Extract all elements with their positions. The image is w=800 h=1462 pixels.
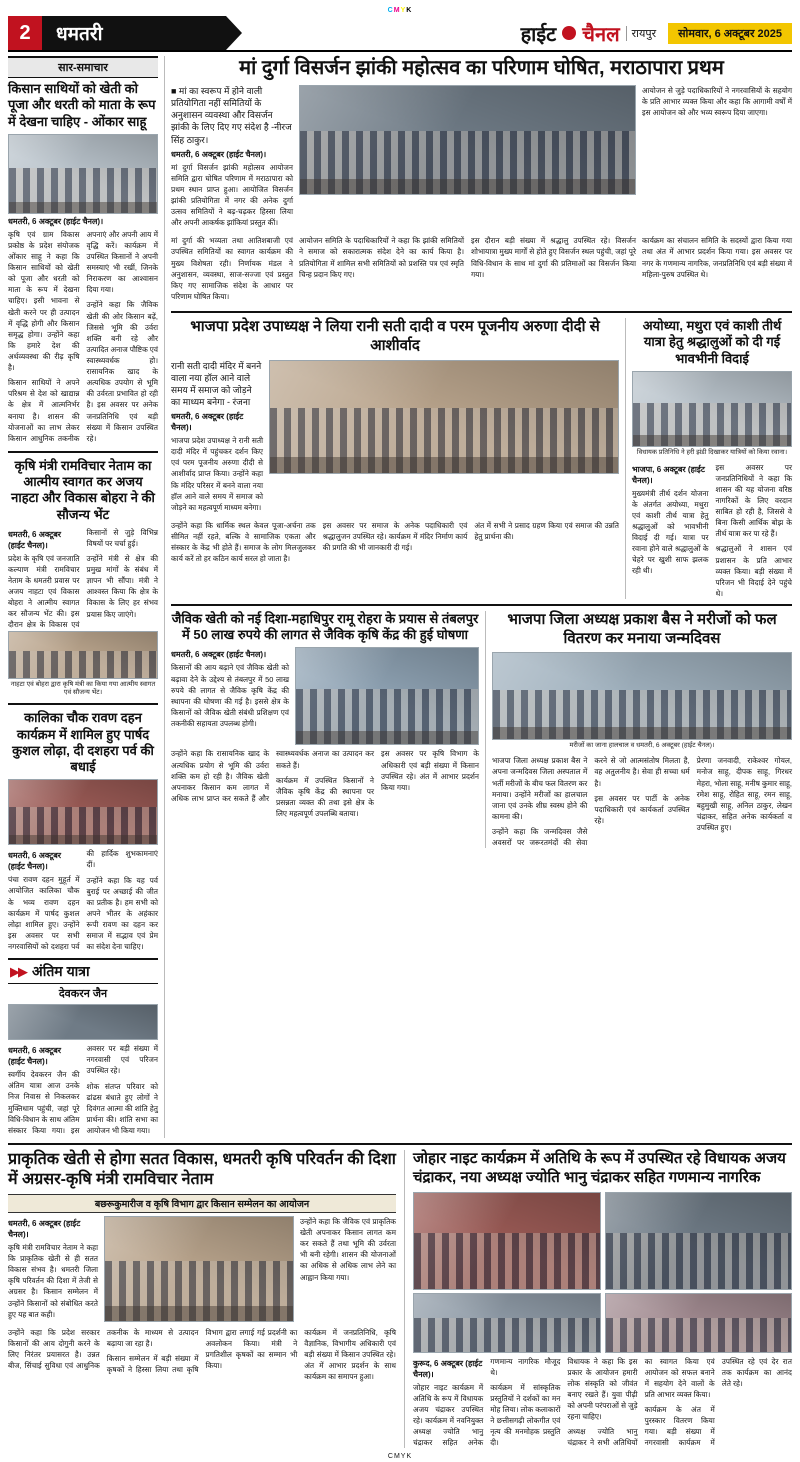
paragraph: कार्यक्रम के अंत में पुरस्कार वितरण किया गया। बड़ी संख्या में नगरवासी कार्यक्रम में उपस्थित रहे एवं देर रात तक कार्यक्रम का आनंद लेते रहे। (644, 1356, 792, 1448)
photo-floor (296, 731, 478, 744)
divider (8, 1143, 792, 1145)
third-row (171, 611, 792, 848)
bjp-phal-body (492, 755, 792, 848)
brand-dot-icon (562, 26, 576, 40)
photo-johar-group (413, 1293, 601, 1353)
story-jaivik (171, 611, 479, 848)
cmyk-marker-top (8, 4, 792, 16)
headline-bjp-rani: भाजपा प्रदेश उपाध्यक्ष ने लिया रानी सती दादी व परम पूजनीय अरुणा दीदी से आशीर्वाद (190, 318, 600, 354)
cmyk-k: K (406, 6, 413, 14)
left-column (8, 56, 158, 1138)
lead-right-col (642, 85, 792, 232)
photo-tirth-yatra-bus (632, 371, 792, 447)
photo-figures (414, 1233, 600, 1289)
prakritik-top (8, 1216, 396, 1324)
paragraph: उन्होंने कहा कि रासायनिक खाद के अत्यधिक प्रयोग से भूमि की उर्वरा शक्ति कम हो रही है। जैविक खेती अपनाकर किसान कम लागत में अधिक लाभ प्राप्त कर सकते हैं और स्वास्थ्यवर्धक अनाज का उत्पादन कर सकते हैं। (171, 749, 374, 803)
photo-johar-guests (605, 1192, 793, 1290)
story-4-body (8, 1043, 158, 1138)
cmyk-c: C (387, 1452, 394, 1460)
photo-kisan-sammelan (8, 134, 158, 214)
page-grid (8, 56, 792, 1138)
paragraph: उन्होंने कहा कि प्रदेश सरकार किसानों की आय दोगुनी करने के लिए निरंतर प्रयासरत है। उन्नत बीज, सिंचाई सुविधा एवं आधुनिक तकनीक के माध्यम से उत्पादन बढ़ाया जा रहा है। (8, 1327, 199, 1371)
story-prakritik (8, 1150, 396, 1448)
page-number: 2 (8, 16, 42, 50)
prakritik-body (8, 1327, 396, 1383)
photo-jaivik-krishi-event (295, 647, 479, 745)
paragraph: कार्यक्रम में जनप्रतिनिधि, कृषि वैज्ञानिक, विभागीय अधिकारी एवं बड़ी संख्या में किसान उपस्थित रहे। अंत में आभार प्रदर्शन के साथ कार्यक्रम का समापन हुआ। (304, 1327, 396, 1382)
divider (171, 604, 792, 606)
jaivik-text-col (171, 647, 289, 745)
lead-story-top (171, 85, 792, 232)
paragraph-names: प्रेरणा जनवादी, राकेश्वर गोयल, मनोज साहू, दीपक साहू, गिरधर मेहरा, भोला साहू, मनीष कुमार साहू, रमेश साहू, रोहित साहू, रमन साहू, बहुमुखी साहू, अनिल ठाकुर, लेखन चंद्राकर, सहित अनेक कार्यकर्ता व उपस्थित हुए। (696, 756, 792, 833)
subhead-prakritik: बछरूकुमारीज व कृषि विभाग द्वार किसान सम्मेलन का आयोजन (8, 1194, 396, 1213)
story-ayodhya (625, 318, 792, 599)
headline-ayodhya: अयोध्या, मथुरा एवं काशी तीर्थ यात्रा हेतु श्रद्धालुओं को दी गई भावभीनी विदाई (642, 318, 782, 366)
paragraph: उन्होंने मंत्री से क्षेत्र की प्रमुख मांगों के संबंध में ज्ञापन भी सौंपा। मंत्री ने आश्वस्त किया कि क्षेत्र के विकास के लिए हर संभव प्रयास किए जाएंगे। (86, 554, 158, 619)
kicker-lead-story: ■ मां का स्वरूप में होने वाली प्रतियोगिता नहीं समितियों के अनुशासन व्यवस्था और विसर्जन झांकी के लिए दिए गए संदेश है -नीरज सिंह ठाकुर। (171, 86, 292, 145)
double-chevron-icon: ▶▶ (10, 963, 26, 979)
headline-bjp-phal: भाजपा जिला अध्यक्ष प्रकाश बैस ने मरीजों को फल वितरण कर मनाया जन्मदिवस (507, 610, 777, 647)
photo-floor (105, 1306, 293, 1321)
lead-col-b (299, 235, 636, 306)
paragraph: स्वर्गीय देवकरन जैन की अंतिम यात्रा आज उनके निज निवास से निकलकर मुक्तिधाम पहुंची, जहां पूरे विधि-विधान के साथ अंतिम संस्कार किया गया। इस अवसर पर बड़ी संख्या में नगरवासी एवं परिजन उपस्थित रहे। (8, 1044, 158, 1135)
headline-story-3: कालिका चौक रावण दहन कार्यक्रम में शामिल हुए पार्षद कुशल लोढ़ा, दी दशहरा पर्व की बधाई (12, 710, 154, 775)
headline-johar: जोहार नाइट कार्यक्रम में अतिथि के रूप में उपस्थित रहे विधायक अजय चंद्राकर, नया अध्यक्ष ज्योति भानु चंद्राकर सहित गणमान्य नागरिक (413, 1150, 786, 1186)
photo-rani-sati-mandir (269, 360, 619, 474)
lead-col-a (171, 235, 293, 306)
main-column (164, 56, 792, 1138)
photo-floor (270, 457, 618, 473)
lead-kicker-col (171, 85, 293, 232)
byline-story-4: धमतरी, 6 अक्टूबर (हाईट चैनल)। (8, 1046, 62, 1067)
paragraph: किसान सम्मेलन में बड़ी संख्या में कृषकों ने हिस्सा लिया तथा कृषि विभाग द्वारा लगाई गई प्रदर्शनी का अवलोकन किया। मंत्री ने प्रगतिशील कृषकों का सम्मान भी किया। (106, 1327, 298, 1375)
headline-story-2: कृषि मंत्री रामविचार नेताम का आत्मीय स्वागत कर अजय नाहटा और विकास बोहरा ने की सौजन्य भेंट (11, 457, 155, 522)
paragraph: किसान साथियों ने अपने परिश्रम से देश को खाद्यान्न के क्षेत्र में आत्मनिर्भर बनाया है। शासन की योजनाओं का लाभ लेकर किसान आधुनिक तकनीक अपनाएं और अपनी आय में वृद्धि करें। कार्यक्रम में उपस्थित किसानों ने अपनी समस्याएं भी रखीं, जिनके निराकरण का आश्वासन दिया गया। (8, 229, 158, 443)
photo-figures (9, 651, 157, 678)
paragraph: उन्होंने कहा कि यह पर्व बुराई पर अच्छाई की जीत का प्रतीक है। हम सभी को अपने भीतर के अहंकार रूपी रावण का दहन कर समाज में सद्भाव एवं प्रेम का संदेश देना चाहिए। (86, 875, 158, 952)
photo-floor (633, 435, 791, 445)
byline-prakritik: धमतरी, 6 अक्टूबर (हाईट चैनल)। (8, 1219, 81, 1240)
cmyk-m: M (393, 1452, 401, 1460)
paragraph: इस अवसर पर समाज के अनेक पदाधिकारी एवं श्रद्धालुजन उपस्थित रहे। कार्यक्रम में मंदिर निर्माण कार्य की प्रगति की भी जानकारी दी गई। (322, 520, 468, 553)
photo-floor (493, 727, 791, 739)
johar-body (413, 1356, 792, 1449)
paragraph: शोक संतप्त परिवार को ढांढस बंधाते हुए लोगों ने दिवंगत आत्मा की शांति हेतु प्रार्थना की। शांति सभा का आयोजन भी किया गया। (86, 1081, 158, 1136)
story-bjp-rani (171, 318, 619, 599)
photo-johar-audience (605, 1293, 793, 1353)
paragraph: मुख्यमंत्री तीर्थ दर्शन योजना के अंतर्गत अयोध्या, मथुरा एवं काशी तीर्थ यात्रा हेतु श्रद्धालुओं को भावभीनी विदाई दी गई। यात्रा पर रवाना होने वाले श्रद्धालुओं के चेहरे पर खुशी साफ झलक रही थी। (632, 488, 709, 576)
paragraph: कृषि मंत्री रामविचार नेताम ने कहा कि प्राकृतिक खेती से ही सतत विकास संभव है। धमतरी जिला कृषि परिवर्तन की दिशा में तेजी से अग्रसर है। किसान सम्मेलन में उन्होंने किसानों को संबोधित करते हुए यह बात कही। (8, 1243, 98, 1319)
photo-krishi-mantri-welcome (8, 631, 158, 679)
ayodhya-body (632, 462, 792, 599)
antim-yatra-title: अंतिम यात्रा (32, 963, 90, 980)
paragraph: आयोजन समिति के पदाधिकारियों ने कहा कि झांकी समितियों ने समाज को सकारात्मक संदेश देने का कार्य किया है। प्रतियोगिता में शामिल सभी समितियों को प्रशस्ति पत्र एवं स्मृति चिन्ह प्रदान किए गए। (299, 236, 464, 279)
masthead-spacer (226, 16, 521, 50)
photo-figures (606, 1233, 792, 1289)
paragraph: जोहार नाइट कार्यक्रम में अतिथि के रूप में विधायक अजय चंद्राकर उपस्थित रहे। कार्यक्रम में नवनियुक्त अध्यक्ष ज्योति भानु चंद्राकर सहित अनेक गणमान्य नागरिक मौजूद थे। (413, 1356, 561, 1448)
paragraph: अंत में सभी ने प्रसाद ग्रहण किया एवं समाज की उन्नति हेतु प्रार्थना की। (474, 520, 619, 541)
paragraph: अध्यक्ष ज्योति भानु चंद्राकर ने सभी अतिथियों का स्वागत किया एवं आयोजन को सफल बनाने में सहयोग देने वालों के प्रति आभार व्यक्त किया। (567, 1356, 715, 1448)
brand-logo (521, 16, 661, 50)
lead-story-bottom (171, 235, 792, 306)
story-3-body (8, 848, 158, 954)
paragraph: मां दुर्गा विसर्जन झांकी महोत्सव आयोजन समिति द्वारा घोषित परिणाम में मराठापारा को प्रथम स्थान प्राप्त हुआ। आयोजित विसर्जन झांकी प्रतियोगिता में नगर की अनेक दुर्गा उत्सव समितियों ने बढ़-चढ़कर हिस्सा लिया और अपनी आकर्षक झांकियां प्रस्तुत कीं। (171, 162, 293, 228)
paragraph: मां दुर्गा की भव्यता तथा आतिशबाजी एवं उपस्थित समितियों का स्वागत कार्यक्रम की मुख्य विशेषता रही। निर्णायक मंडल ने अनुशासन, व्यवस्था, साज-सज्जा एवं प्रस्तुत किए गए सामाजिक संदेश के आधार पर परिणाम घोषित किया। (171, 236, 293, 301)
paragraph: उन्होंने कहा कि जैविक एवं प्राकृतिक खेती अपनाकर किसान लागत कम कर सकते हैं तथा भूमि की उर्वरता भी बनी रहेगी। शासन की योजनाओं का अधिक से अधिक लाभ लेने का आह्वान किया गया। (300, 1217, 396, 1282)
cmyk-y: Y (400, 6, 407, 14)
photo-johar-stage (413, 1192, 601, 1290)
paragraph: कृषि एवं ग्राम विकास प्रकोष्ठ के प्रदेश संयोजक ओंकार साहू ने कहा कि किसान साथियों को खेती को पूजा और धरती को माता के रूप में देखना चाहिए। इसी भावना से खेती करने पर ही उत्पादन में वृद्धि होगी और किसान समृद्ध होगा। उन्होंने कहा कि हमारे देश की अर्थव्यवस्था की रीढ़ कृषि है। (8, 229, 80, 373)
story-bjp-phal (485, 611, 792, 848)
caption-bjp-phal: मरीजों का जाना हालचाल व धमतरी, 6 अक्टूबर (हाईट चैनल)। (569, 742, 715, 750)
photo-ravan-dahan (8, 779, 158, 845)
story-2-body (8, 527, 158, 631)
byline-story-2: धमतरी, 6 अक्टूबर (हाईट चैनल)। (8, 529, 62, 550)
paragraph: कार्यक्रम में उपस्थित किसानों ने जैविक कृषि केंद्र की स्थापना पर प्रसन्नता व्यक्त की तथा इसे क्षेत्र के लिए महत्वपूर्ण उपलब्धि बताया। (276, 775, 374, 819)
lead-photo-wrap (299, 85, 636, 232)
issue-date: सोमवार, 6 अक्टूबर 2025 (668, 23, 792, 44)
byline-ayodhya: भाजपा, 6 अक्टूबर (हाईट चैनल)। (632, 464, 705, 485)
paragraph: भाजपा जिला अध्यक्ष प्रकाश बैस ने अपना जन्मदिवस जिला अस्पताल में भर्ती मरीजों के बीच फल वितरण कर मनाया। उन्होंने मरीजों का हालचाल जाना एवं उनके शीघ्र स्वस्थ होने की कामना की। (492, 756, 588, 821)
divider (8, 451, 158, 453)
city-name: धमतरी (42, 16, 226, 50)
jaivik-top (171, 647, 479, 745)
paragraph: इस अवसर पर कृषि विभाग के अधिकारी एवं बड़ी संख्या में किसान उपस्थित रहे। अंत में आभार प्रदर्शन किया गया। (381, 749, 479, 792)
bjp-rani-top (171, 360, 619, 517)
photo-floor (9, 835, 157, 844)
paragraph: उन्होंने कहा कि जैविक खेती की ओर किसान बढ़ें, जिससे भूमि की उर्वरा शक्ति बनी रहे और उत्पादित अनाज पौष्टिक एवं स्वास्थ्यवर्धक हो। रासायनिक खाद के अत्यधिक उपयोग से भूमि की उर्वरता प्रभावित हो रही है। इस अवसर पर अनेक जनप्रतिनिधि एवं बड़ी संख्या में किसान उपस्थित रहे। (86, 300, 159, 443)
headline-lead-story: मां दुर्गा विसर्जन झांकी महोत्सव का परिणाम घोषित, मराठापारा प्रथम (239, 57, 724, 79)
bjp-rani-kicker-col (171, 360, 263, 517)
paragraph: विधायक ने कहा कि इस प्रकार के आयोजन हमारी लोक संस्कृति को जीवंत बनाए रखते हैं। युवा पीढ़ी को अपनी परंपराओं से जुड़े रहना चाहिए। (567, 1356, 638, 1422)
brand-word-2: चैनल (582, 23, 620, 46)
bjp-rani-body (171, 520, 619, 564)
johar-photos-2 (413, 1293, 792, 1353)
bottom-row (8, 1150, 792, 1448)
story-johar (404, 1150, 792, 1448)
cmyk-k: K (406, 1452, 413, 1460)
headline-jaivik: जैविक खेती को नई दिशा-महाधिपुर रामू रोहरा के प्रयास से तंबलपुर में 50 लाख रुपये की लागत से जैविक कृषि केंद्र की हुई घोषणा (171, 610, 479, 643)
paragraph: आयोजन से जुड़े पदाधिकारियों ने नगरवासियों के सहयोग के प्रति आभार व्यक्त किया और कहा कि आगामी वर्षों में इस आयोजन को और भव्य स्वरूप दिया जाएगा। (642, 86, 792, 118)
paragraph: प्रदेश के कृषि एवं जनजाति कल्याण मंत्री रामविचार नेताम के धमतरी प्रवास पर अजय नाहटा एवं विकास बोहरा ने आत्मीय स्वागत कर सौजन्य भेंट की। इस दौरान क्षेत्र के विकास एवं किसानों से जुड़े विभिन्न विषयों पर चर्चा हुई। (8, 527, 158, 630)
caption-ayodhya: विधायक प्रतिनिधि ने हरी झंडी दिखाकर यात्रियों को किया रवाना। (636, 448, 788, 456)
antim-yatra-name: देवकरन जैन (58, 988, 108, 1001)
paragraph: इस दौरान बड़ी संख्या में श्रद्धालु उपस्थित रहे। विसर्जन शोभायात्रा मुख्य मार्गों से होते हुए विसर्जन स्थल पहुंची, जहां पूरे विधि-विधान के साथ मां दुर्गा की प्रतिमाओं का विसर्जन किया गया। (471, 236, 636, 279)
story-1-body (8, 229, 158, 446)
byline-story-1: धमतरी, 6 अक्टूबर (हाईट चैनल)। (8, 216, 104, 226)
jaivik-photo-wrap (295, 647, 479, 745)
jaivik-body (171, 748, 479, 819)
brand-edition: रायपुर (626, 26, 656, 41)
antim-yatra-header (8, 958, 158, 984)
byline-story-3: धमतरी, 6 अक्टूबर (हाईट चैनल)। (8, 851, 62, 872)
byline-bjp-rani: धमतरी, 6 अक्टूबर (हाईट चैनल)। (171, 412, 244, 433)
photo-floor (9, 202, 157, 213)
paragraph: कार्यक्रम में सांस्कृतिक प्रस्तुतियों ने दर्शकों का मन मोह लिया। लोक कलाकारों ने छत्तीसगढ़ी लोकगीत एवं नृत्य की मनमोहक प्रस्तुति दी। (490, 1382, 561, 1448)
photo-figures (606, 1318, 792, 1352)
paragraph: इस अवसर पर पार्टी के अनेक पदाधिकारी एवं कार्यकर्ता उपस्थित रहे। (594, 793, 690, 825)
paragraph: पंचा रावण दहन मुहूर्त में आयोजित कालिका चौक के भव्य रावण दहन कार्यक्रम में पार्षद कुशल लोढ़ा शामिल हुए। उन्होंने इस अवसर पर सभी नगरवासियों को दशहरा पर्व की हार्दिक शुभकामनाएं दीं। (8, 849, 158, 952)
bjp-rani-photo-wrap (269, 360, 619, 517)
divider (8, 703, 158, 705)
headline-story-1: किसान साथियों को खेती को पूजा और धरती को माता के रूप में देखना चाहिए - ओंकार साहू (8, 81, 156, 129)
photo-durga-visarjan-jhanki (299, 85, 636, 195)
paragraph: भाजपा प्रदेश उपाध्यक्ष ने रानी सती दादी मंदिर में पहुंचकर दर्शन किए एवं परम पूजनीय अरुणा दीदी से आशीर्वाद प्राप्त किया। उन्होंने कहा कि मंदिर परिसर में बनने वाला नया हॉल आने वाले समय में समाज को जोड़ने का महत्वपूर्ण माध्यम बनेगा। (171, 436, 263, 512)
byline-jaivik: धमतरी, 6 अक्टूबर (हाईट चैनल)। (171, 650, 267, 660)
section-header-saar-samachar: सार-समाचार (8, 56, 158, 78)
byline-johar: कुरूद, 6 अक्टूबर (हाईट चैनल)। (413, 1358, 483, 1379)
caption-story-2: नाहटा एवं बोहरा द्वारा कृषि मंत्री का किया गया आत्मीय स्वागत एवं सौजन्य भेंट। (10, 680, 156, 697)
photo-kisan-sammelan-stage (104, 1216, 294, 1322)
headline-prakritik: प्राकृतिक खेती से होगा सतत विकास, धमतरी कृषि परिवर्तन की दिशा में अग्रसर-कृषि मंत्री रामविचार नेताम (8, 1151, 396, 1189)
photo-figures (414, 1318, 600, 1352)
photo-sheen (9, 1005, 157, 1039)
prakritik-text-col (8, 1216, 98, 1324)
paragraph: इस अवसर पर जनप्रतिनिधियों ने कहा कि शासन की यह योजना वरिष्ठ नागरिकों के लिए वरदान साबित हो रही है, जिससे वे बिना किसी आर्थिक बोझ के तीर्थ यात्रा कर पा रहे हैं। (715, 462, 792, 539)
cmyk-m: M (393, 6, 401, 14)
johar-photos (413, 1192, 792, 1290)
prakritik-photo-wrap (104, 1216, 294, 1324)
masthead (8, 16, 792, 52)
second-row (171, 318, 792, 599)
photo-floor (300, 179, 635, 194)
photo-phal-vitran (492, 652, 792, 740)
cmyk-y: Y (400, 1452, 407, 1460)
paragraph: किसानों की आय बढ़ाने एवं जैविक खेती को बढ़ावा देने के उद्देश्य से तंबलपुर में 50 लाख रुपये की लागत से जैविक कृषि केंद्र की स्थापना की घोषणा की गई है। इससे क्षेत्र के किसानों को जैविक खेती संबंधी प्रशिक्षण एवं तकनीकी सहायता उपलब्ध होगी। (171, 663, 289, 729)
paragraph: उन्होंने कहा कि धार्मिक स्थल केवल पूजा-अर्चना तक सीमित नहीं रहते, बल्कि वे सामाजिक एकता और संस्कार के केंद्र भी होते हैं। समाज के लोग मिलजुलकर कार्य करें तो हर कठिन कार्य सरल हो जाता है। (171, 520, 316, 564)
byline-lead-story: धमतरी, 6 अक्टूबर (हाईट चैनल)। (171, 149, 267, 159)
cmyk-marker-bottom (8, 1450, 792, 1462)
lead-col-c (642, 235, 792, 306)
paragraph: कार्यक्रम का संचालन समिति के सदस्यों द्वारा किया गया तथा अंत में आभार प्रदर्शन किया गया। इस अवसर पर नगर के गणमान्य नागरिक, जनप्रतिनिधि एवं बड़ी संख्या में महिला-पुरुष उपस्थित थे। (642, 236, 792, 279)
brand-word-1: हाईट (520, 23, 557, 46)
divider (171, 311, 792, 313)
kicker-bjp-rani: रानी सती दादी मंदिर में बनने वाला नया हॉल आने वाले समय में समाज को जोड़ने का माध्यम बनेगा - रंजना (171, 360, 262, 407)
paragraph: उन्होंने कहा कि जन्मदिवस जैसे अवसरों पर जरूरतमंदों की सेवा करने से जो आत्मसंतोष मिलता है, वह अतुलनीय है। सेवा ही सच्चा धर्म है। (492, 756, 690, 848)
cmyk-c: C (387, 6, 394, 14)
paragraph: श्रद्धालुओं ने शासन एवं प्रशासन के प्रति आभार व्यक्त किया। बड़ी संख्या में परिजन भी विदाई देने पहुंचे थे। (715, 544, 792, 598)
prakritik-right-col (300, 1216, 396, 1324)
photo-antim-yatra (8, 1004, 158, 1040)
